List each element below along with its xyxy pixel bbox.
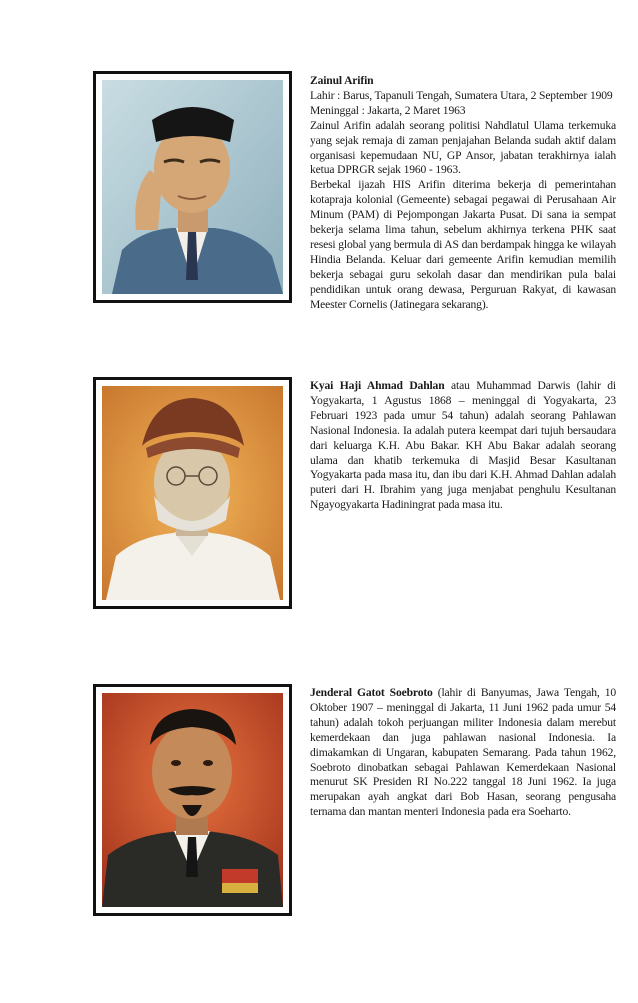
person-name: Zainul Arifin [310, 74, 374, 87]
bio-paragraph [310, 379, 616, 513]
portrait-ahmad-dahlan [102, 386, 283, 600]
person-name: Kyai Haji Ahmad Dahlan [310, 379, 445, 392]
portrait-frame [93, 684, 292, 916]
bio-line: Lahir : Barus, Tapanuli Tengah, Sumatera Utara, 2 September 1909 [310, 88, 613, 102]
bio-line: Meninggal : Jakarta, 2 Maret 1963 [310, 103, 466, 117]
person-name: Jenderal Gatot Soebroto [310, 686, 433, 699]
portrait-gatot-soebroto [102, 693, 283, 907]
portrait-frame [93, 377, 292, 609]
portrait-zainul-arifin [102, 80, 283, 294]
bio-body: (lahir di Banyumas, Jawa Tengah, 10 Oktober 1907 – meninggal di Jakarta, 11 Juni 1962 pada umur 54 tahun) adalah tokoh perjuangan militer Indonesia dalam merebut kemerdekaan dan juga pahlawan nasional Indonesia. Ia dimakamkan di Ungaran, kabupaten Semarang. Pada tahun 1962, Soebroto dinobatkan sebagai Pahlawan Kemerdekaan Nasional menurut SK Presiden RI No.222 tanggal 18 Juni 1962. Ia juga merupakan ayah angkat dari Bob Hasan, seorang pengusaha ternama dan mantan menteri Indonesia pada era Soeharto. [310, 686, 616, 819]
portrait-frame [93, 71, 292, 303]
bio-text [310, 74, 616, 313]
bio-line: Zainul Arifin adalah seorang politisi Nahdlatul Ulama terkemuka yang sejak remaja di zaman penjajahan Belanda sudah aktif dalam organisasi kepemudaan NU, GP Ansor, jabatan terakhirnya ialah ketua DPRGR sejak 1960 - 1963. [310, 118, 616, 177]
bio-text [310, 686, 616, 820]
bio-paragraph [310, 686, 616, 820]
bio-text [310, 379, 616, 513]
bio-line: Berbekal ijazah HIS Arifin diterima bekerja di pemerintahan kotapraja kolonial (Gemeente) sebagai pegawai di Perusahaan Air Minum (PAM) di Pejompongan Jakarta Pusat. Di sana ia sempat bekerja selama lima tahun, sebelum akhirnya terkena PHK saat resesi global yang bermula di AS dan berdampak hingga ke wilayah Hindia Belanda. Keluar dari gemeente Arifin kemudian memilih bekerja sebagai guru sekolah dasar dan mendirikan pula balai pendidikan untuk orang dewasa, Perguruan Rakyat, di kawasan Meester Cornelis (Jatinegara sekarang). [310, 178, 616, 311]
bio-body: atau Muhammad Darwis (lahir di Yogyakarta, 1 Agustus 1868 – meninggal di Yogyakarta, 23 Februari 1923 pada umur 54 tahun) adalah seorang Pahlawan Nasional Indonesia. Ia adalah putera keempat dari tujuh bersaudara dari keluarga K.H. Abu Bakar. KH Abu Bakar adalah seorang ulama dan khatib terkemuka di Masjid Besar Kasultanan Yogyakarta pada masa itu, dan ibu dari K.H. Ahmad Dahlan adalah puteri dari H. Ibrahim yang juga menjabat penghulu Kesultanan Ngayogyakarta Hadiningrat pada masa itu. [310, 379, 616, 512]
